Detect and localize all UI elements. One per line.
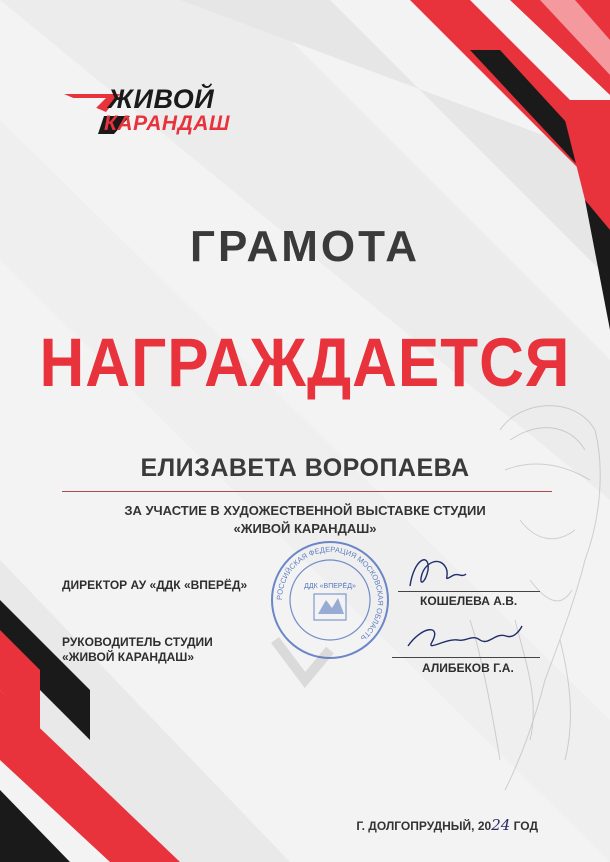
- signature-role-studio-head: [62, 635, 213, 665]
- studio-head-role-line2: «ЖИВОЙ КАРАНДАШ»: [62, 650, 195, 664]
- stamp-inner-text: ДДК «ВПЕРЁД»: [304, 583, 356, 590]
- official-stamp: [268, 538, 392, 662]
- recipient-name: ЕЛИЗАВЕТА ВОРОПАЕВА: [140, 454, 470, 482]
- award-label: НАГРАЖДАЕТСЯ: [39, 325, 571, 402]
- director-name: КОШЕЛЕВА А.В.: [420, 594, 518, 608]
- stamp-ring-text: РОССИЙСКАЯ ФЕДЕРАЦИЯ МОСКОВСКАЯ ОБЛАСТЬ: [274, 544, 386, 643]
- studio-head-signature: [402, 618, 527, 658]
- year-suffix: ГОД: [510, 819, 538, 833]
- award-reason: [0, 502, 610, 538]
- city-prefix: Г. ДОЛГОПРУДНЫЙ, 20: [356, 819, 492, 833]
- director-role-line1: ДИРЕКТОР АУ «ДДК «ВПЕРЁД»: [62, 578, 248, 592]
- logo: [60, 82, 250, 142]
- city-and-year: [356, 816, 538, 834]
- year-handwritten: 24: [491, 816, 511, 834]
- reason-line-1: ЗА УЧАСТИЕ В ХУДОЖЕСТВЕННОЙ ВЫСТАВКЕ СТУДИИ: [124, 503, 486, 518]
- reason-line-2: «ЖИВОЙ КАРАНДАШ»: [233, 521, 377, 536]
- certificate-title: ГРАМОТА: [190, 222, 420, 271]
- logo-text-line1: ЖИВОЙ: [108, 84, 215, 114]
- recipient-underline: [62, 491, 552, 492]
- logo-text-line2: КАРАНДАШ: [104, 112, 230, 135]
- signature-role-director: [62, 578, 247, 593]
- studio-head-signature-line: [392, 657, 540, 658]
- studio-head-role-line1: РУКОВОДИТЕЛЬ СТУДИИ: [62, 635, 213, 649]
- director-signature-line: [398, 591, 540, 592]
- studio-head-name: АЛИБЕКОВ Г.А.: [422, 661, 514, 675]
